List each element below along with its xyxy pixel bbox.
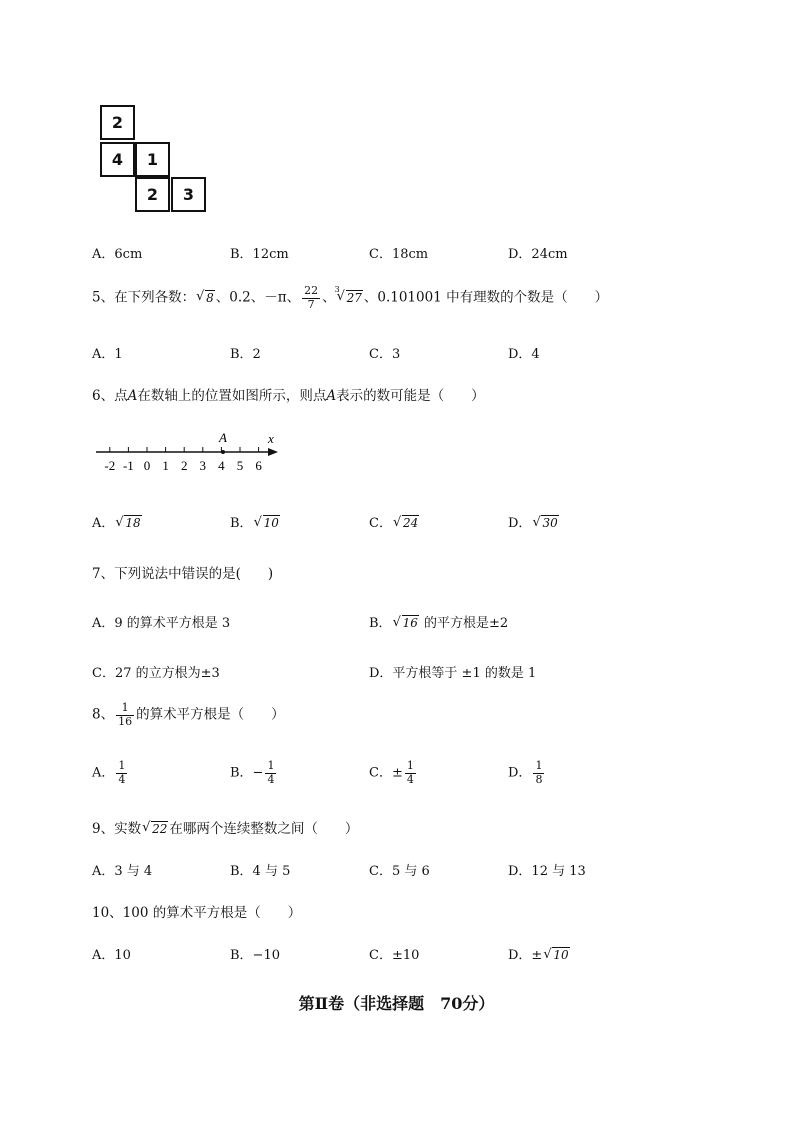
axis-tick-label: -2 <box>104 458 116 473</box>
q5-prefix: 5、在下列各数： <box>92 289 196 306</box>
q7-option-a: A．9 的算术平方根是 3 <box>92 616 231 631</box>
numerator: 1 <box>116 702 134 716</box>
q7-option-b <box>369 612 508 631</box>
axis-tick-label: 0 <box>143 458 151 473</box>
q6-text2: 在数轴上的位置如图所示，则点 <box>137 388 327 404</box>
sqrt-16 <box>393 616 419 631</box>
axis-tick-labels <box>104 458 262 473</box>
q8-prefix: 8、 <box>92 706 115 723</box>
q5-mid: 、0.2、－π、 <box>215 289 301 306</box>
axis-tick-label: 3 <box>199 458 207 473</box>
q9-option-d: D．12 与 13 <box>508 864 586 879</box>
net-cell: 2 <box>135 177 170 212</box>
axis-tick-label: 4 <box>218 458 225 473</box>
radicand: 18 <box>125 516 141 530</box>
question-9 <box>92 817 358 837</box>
question-7: 7、下列说法中错误的是( ) <box>92 566 274 582</box>
radicand: 30 <box>542 516 558 530</box>
q6-option-c <box>369 512 420 531</box>
denominator: 4 <box>118 772 126 786</box>
option-letter: A． <box>92 765 115 781</box>
numerator: 1 <box>406 759 414 772</box>
q8-option-c <box>369 760 418 786</box>
q9-option-c: C．5 与 6 <box>369 864 430 879</box>
q6-text3: 表示的数可能是（ ） <box>336 388 485 404</box>
q8-option-b <box>230 760 278 786</box>
q4-option-d: D．24cm <box>508 247 568 262</box>
option-letter: B． <box>369 616 392 631</box>
option-letter: B．− <box>230 765 264 781</box>
fraction-22-7 <box>302 285 320 311</box>
fraction <box>116 760 127 786</box>
point-a-label: A <box>219 430 227 445</box>
sqrt-10 <box>543 948 569 963</box>
q5-sep: 、 <box>322 289 336 306</box>
fraction-1-16 <box>116 702 134 728</box>
radicand: 27 <box>346 290 362 305</box>
section-title: 第Ⅱ卷（非选择题 70分） <box>298 994 495 1013</box>
q4-option-a: A．6cm <box>92 247 143 262</box>
number-line <box>92 425 292 475</box>
numerator: 1 <box>535 759 543 772</box>
q6-option-a <box>92 512 143 531</box>
q8-suffix: 的算术平方根是（ ） <box>136 706 285 723</box>
option-letter: D．± <box>508 948 543 963</box>
axis-tick-label: 1 <box>162 458 169 473</box>
question-8 <box>92 702 285 728</box>
sqrt-8 <box>196 290 215 306</box>
sqrt-22 <box>142 821 168 837</box>
sqrt-option <box>393 516 419 531</box>
q5-suffix: 、0.101001 中有理数的个数是（ ） <box>363 289 609 306</box>
option-letter: B． <box>230 516 253 531</box>
q5-option-c: C．3 <box>369 347 401 362</box>
option-text: 的平方根是±2 <box>419 616 509 631</box>
q8-option-d <box>508 760 546 786</box>
q9-prefix: 9、实数 <box>92 821 142 837</box>
denominator: 4 <box>267 772 275 786</box>
q6-option-d <box>508 512 560 531</box>
q9-option-a: A．3 与 4 <box>92 864 153 879</box>
denominator: 4 <box>406 772 414 786</box>
axis-tick-label: 6 <box>255 458 262 473</box>
option-letter: A． <box>92 516 115 531</box>
fraction <box>533 760 544 786</box>
q10-option-c: C．±10 <box>369 948 420 963</box>
cbrt-27 <box>334 284 363 306</box>
net-cell: 1 <box>135 142 170 177</box>
q5-option-a: A．1 <box>92 347 123 362</box>
q6-text: 6、点 <box>92 388 128 404</box>
radicand: 10 <box>263 516 279 530</box>
question-6 <box>92 384 485 404</box>
sqrt-option <box>532 516 558 531</box>
option-letter: D． <box>508 516 532 531</box>
net-cell: 3 <box>171 177 206 212</box>
axis-tick-label: -1 <box>122 458 134 473</box>
point-label: A <box>326 388 337 404</box>
q10-option-b: B．−10 <box>230 948 280 963</box>
q9-option-b: B．4 与 5 <box>230 864 291 879</box>
radicand: 16 <box>402 616 418 630</box>
denominator: 7 <box>307 297 315 311</box>
sqrt-option <box>115 516 141 531</box>
net-cell: 4 <box>100 142 135 177</box>
radicand: 22 <box>152 822 168 836</box>
numerator: 22 <box>304 284 319 297</box>
option-letter: C．± <box>369 765 403 781</box>
option-letter: D． <box>508 765 532 781</box>
q5-option-b: B．2 <box>230 347 261 362</box>
denominator: 16 <box>118 714 133 728</box>
radicand: 24 <box>402 516 419 530</box>
axis-tick-label: 5 <box>236 458 244 473</box>
fraction <box>265 760 276 786</box>
q8-option-a <box>92 760 129 786</box>
radicand: 10 <box>553 948 569 962</box>
numerator: 1 <box>118 759 126 772</box>
q5-option-d: D．4 <box>508 347 540 362</box>
fraction <box>405 760 416 786</box>
net-cell: 2 <box>100 105 135 140</box>
question-5 <box>92 285 608 311</box>
axis-tick-label: 2 <box>180 458 188 473</box>
axis-arrow-icon <box>268 448 278 456</box>
q7-option-d: D．平方根等于 ±1 的数是 1 <box>369 666 537 681</box>
q10-option-d <box>508 944 571 963</box>
denominator: 8 <box>535 772 543 786</box>
q9-suffix: 在哪两个连续整数之间（ ） <box>169 821 359 837</box>
numerator: 1 <box>267 759 275 772</box>
q6-option-b <box>230 512 281 531</box>
q4-option-b: B．12cm <box>230 247 289 262</box>
point-label: A <box>127 388 138 404</box>
q4-option-c: C．18cm <box>369 247 429 262</box>
q10-option-a: A．10 <box>92 948 131 963</box>
radicand: 8 <box>206 290 214 305</box>
root-index: √ 3 <box>334 284 340 294</box>
point-a-dot <box>221 450 225 454</box>
q7-option-c: C．27 的立方根为±3 <box>92 666 220 681</box>
axis-x-label: x <box>268 431 274 446</box>
question-10: 10、100 的算术平方根是（ ） <box>92 905 302 921</box>
option-letter: C． <box>369 516 392 531</box>
sqrt-option <box>254 516 280 531</box>
